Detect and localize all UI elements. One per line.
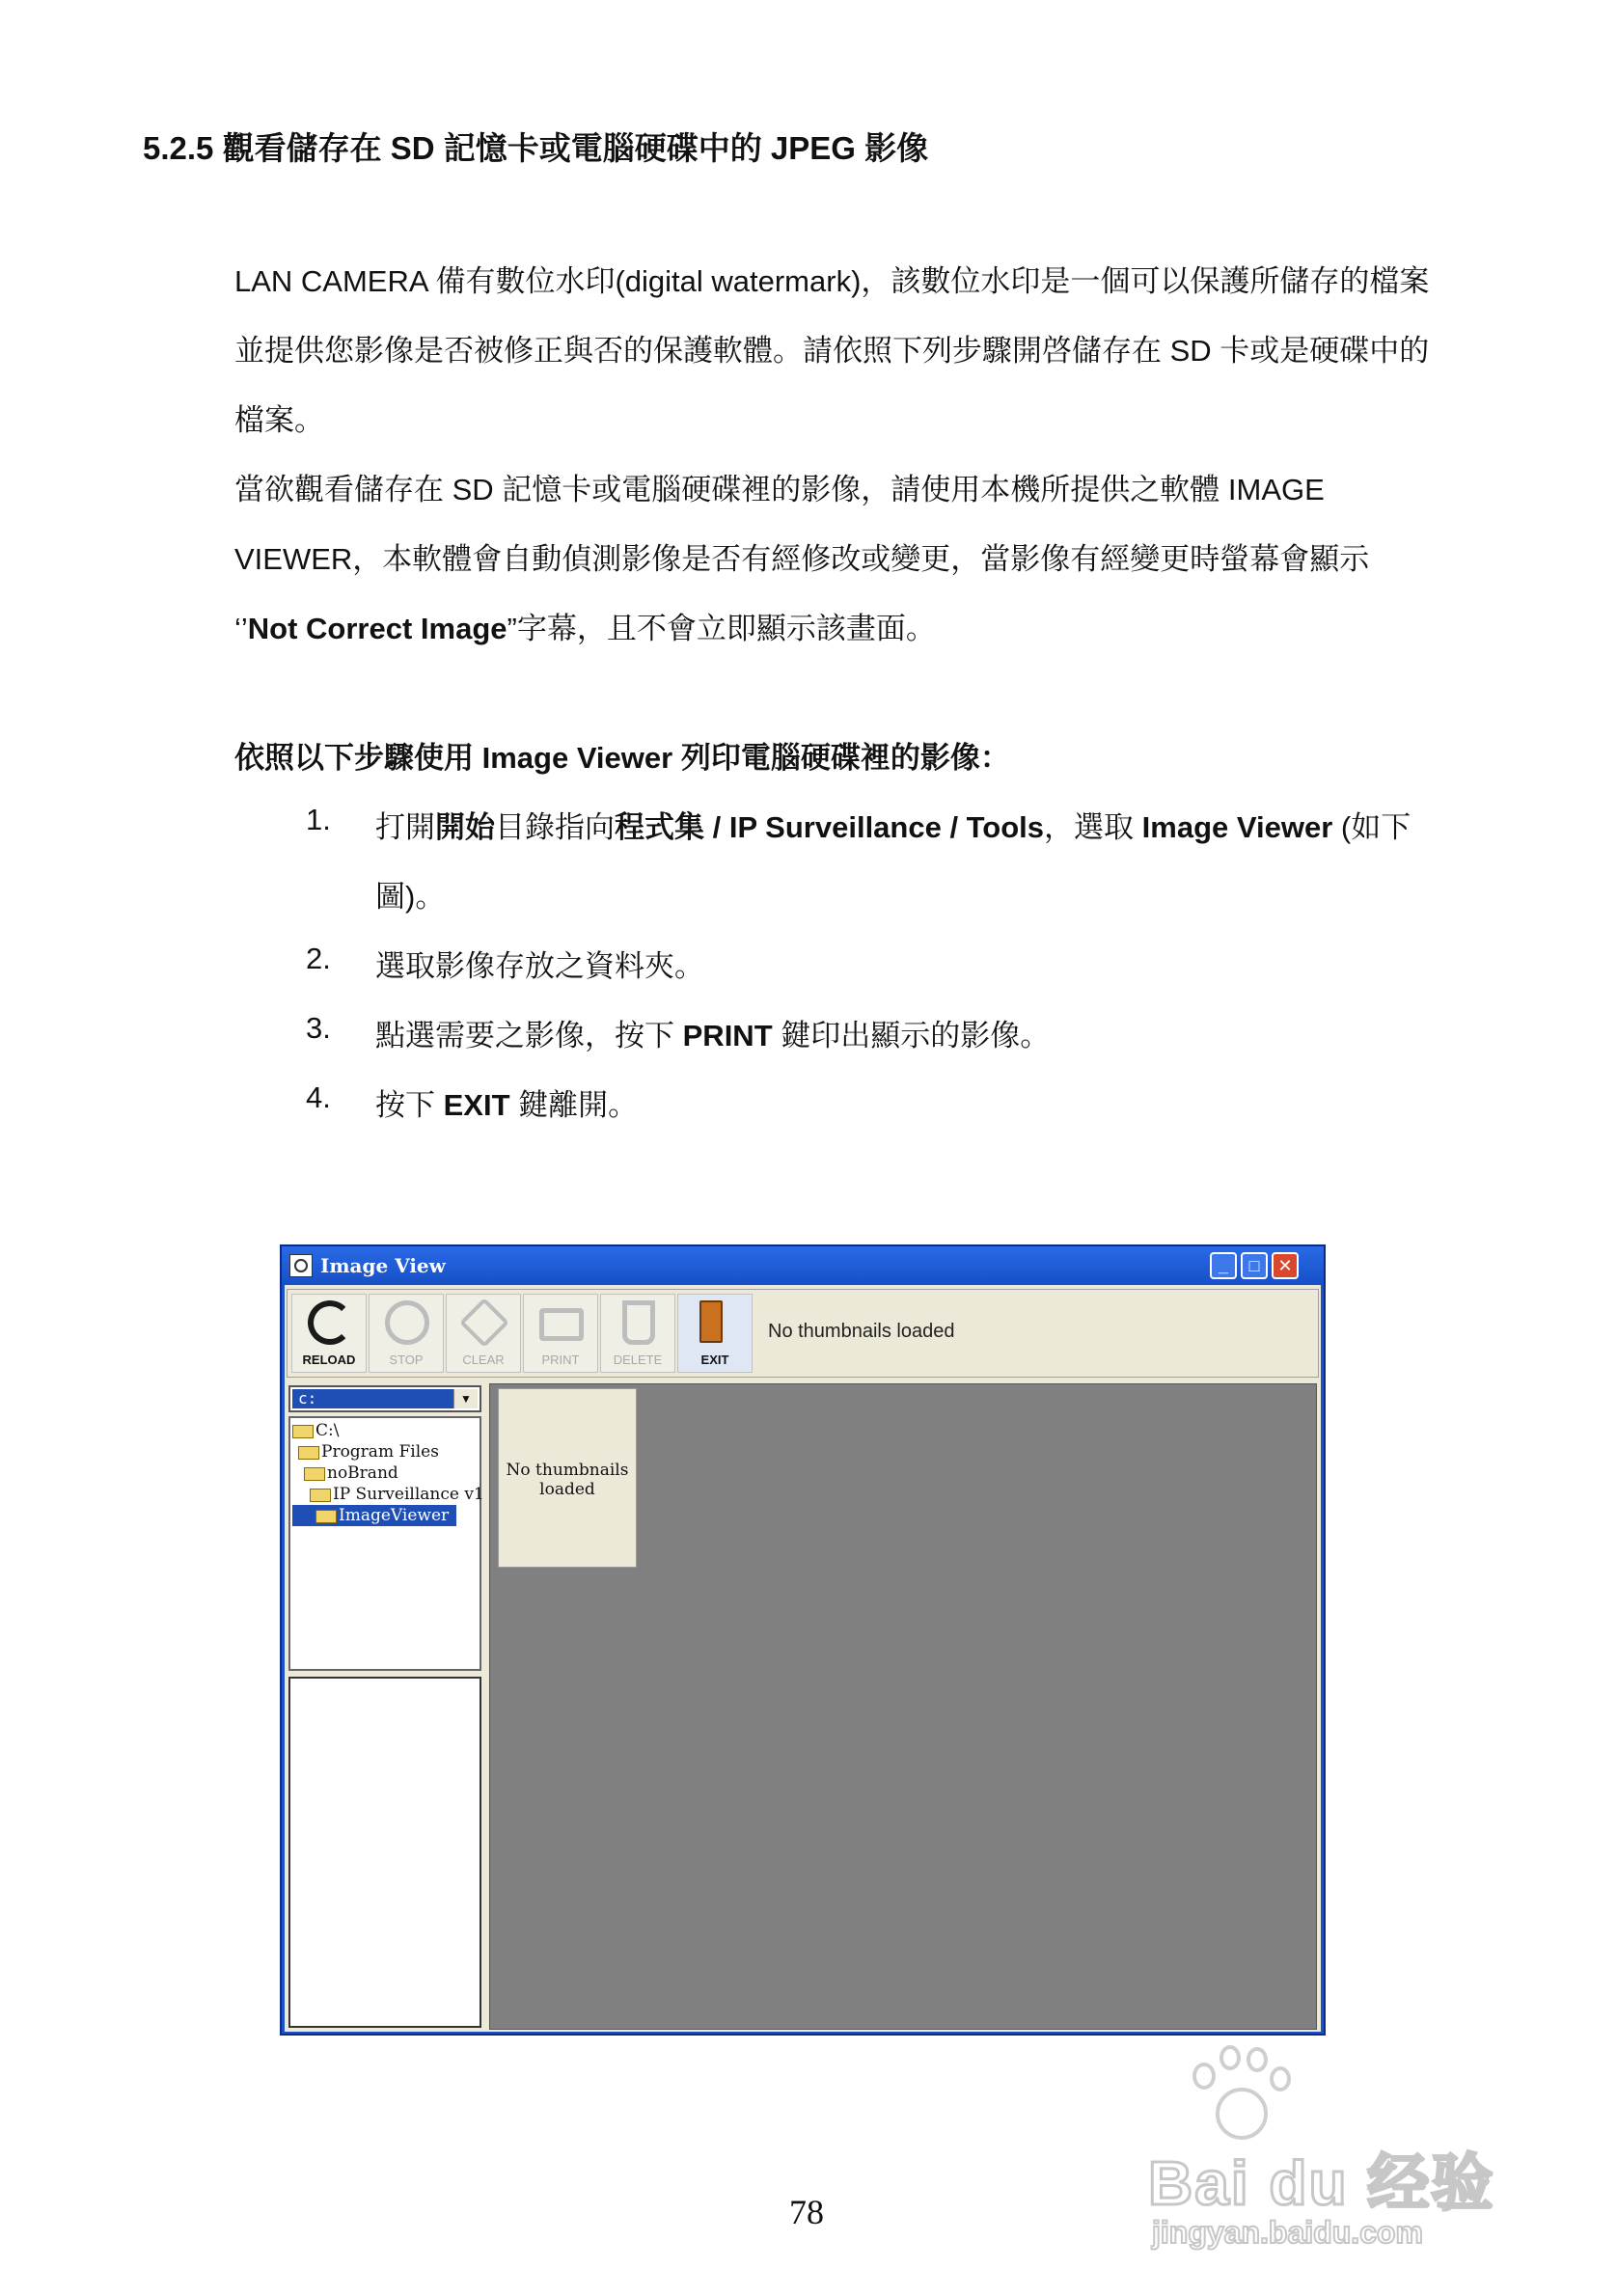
steps-title: 依照以下步驟使用 Image Viewer 列印電腦硬碟裡的影像： bbox=[234, 741, 1010, 775]
viewer-paragraph bbox=[234, 455, 1440, 664]
step-bold-part: 開始 bbox=[435, 810, 495, 844]
step-bold-part: Image Viewer bbox=[1141, 810, 1333, 844]
thumbnail-area[interactable] bbox=[489, 1383, 1317, 2030]
trash-icon bbox=[622, 1300, 655, 1345]
step-text-part: 按下 bbox=[375, 1088, 444, 1122]
clear-label: CLEAR bbox=[462, 1353, 505, 1367]
viewer-paragraph-tail: ”字幕，且不會立即顯示該畫面。 bbox=[507, 612, 936, 645]
print-button[interactable] bbox=[523, 1294, 598, 1373]
step-text-part: 鍵離開。 bbox=[509, 1088, 639, 1122]
tree-item-label: C:\ bbox=[315, 1421, 340, 1440]
reload-button[interactable] bbox=[291, 1294, 367, 1373]
folder-icon bbox=[298, 1446, 319, 1460]
step-number: 1. bbox=[306, 803, 331, 836]
step-bold-part: 程式集 / IP Surveillance / Tools bbox=[615, 810, 1045, 844]
preview-pane bbox=[288, 1677, 481, 2028]
clear-icon bbox=[459, 1298, 509, 1348]
page-number: 78 bbox=[789, 2193, 824, 2231]
folder-tree bbox=[288, 1416, 484, 1671]
close-button[interactable]: ✕ bbox=[1272, 1252, 1299, 1279]
drive-select[interactable] bbox=[288, 1385, 481, 1412]
tree-item-selected[interactable] bbox=[292, 1505, 456, 1526]
drive-value: c: bbox=[292, 1389, 456, 1408]
exit-button[interactable] bbox=[677, 1294, 753, 1373]
delete-button[interactable] bbox=[600, 1294, 675, 1373]
maximize-button[interactable]: □ bbox=[1241, 1252, 1268, 1279]
stop-button[interactable] bbox=[369, 1294, 444, 1373]
tree-item-label: Program Files bbox=[321, 1442, 439, 1462]
tree-item[interactable] bbox=[298, 1441, 439, 1462]
tree-item[interactable] bbox=[310, 1484, 484, 1505]
reload-label: RELOAD bbox=[302, 1353, 356, 1367]
section-heading: 5.2.5 觀看儲存在 SD 記憶卡或電腦硬碟中的 JPEG 影像 bbox=[143, 130, 929, 166]
reload-icon bbox=[308, 1300, 352, 1345]
tree-item-label: ImageViewer bbox=[339, 1506, 450, 1525]
step-bold-part: EXIT bbox=[443, 1088, 510, 1122]
minimize-button[interactable]: _ bbox=[1210, 1252, 1237, 1279]
folder-icon bbox=[315, 1510, 337, 1523]
folder-icon bbox=[310, 1489, 331, 1502]
intro-paragraph: LAN CAMERA 備有數位水印(digital watermark)，該數位水印是一個可以保護所儲存的檔案並提供您影像是否被修正與否的保護軟體。請依照下列步驟開啓儲存在 SD 卡或是硬碟中的檔案。 bbox=[234, 264, 1430, 437]
thumbnail-placeholder-text: No thumbnails loaded bbox=[506, 1461, 629, 1499]
not-correct-image-text: Not Correct Image bbox=[247, 612, 507, 645]
delete-label: DELETE bbox=[613, 1353, 663, 1367]
tree-item[interactable] bbox=[304, 1462, 398, 1484]
step-text bbox=[375, 803, 1411, 846]
step-number: 3. bbox=[306, 1011, 331, 1045]
window-client-area bbox=[285, 1285, 1321, 2032]
step-text-part: 目錄指向 bbox=[495, 810, 615, 844]
step-bold-part: PRINT bbox=[682, 1019, 773, 1052]
watermark-url: jingyan.baidu.com bbox=[1152, 2215, 1423, 2250]
app-icon bbox=[289, 1254, 313, 1277]
step-text-part: 打開 bbox=[375, 810, 435, 844]
window-titlebar[interactable] bbox=[282, 1246, 1324, 1285]
tree-item[interactable] bbox=[292, 1420, 339, 1441]
step-text bbox=[375, 1011, 1050, 1054]
chevron-down-icon[interactable]: ▼ bbox=[453, 1389, 478, 1408]
toolbar bbox=[287, 1289, 1319, 1378]
stop-label: STOP bbox=[389, 1353, 424, 1367]
clear-button[interactable] bbox=[446, 1294, 521, 1373]
printer-icon bbox=[539, 1308, 584, 1341]
stop-icon bbox=[385, 1300, 429, 1345]
folder-icon bbox=[292, 1425, 314, 1438]
step-text-part: (如下 bbox=[1332, 810, 1411, 844]
exit-door-icon bbox=[699, 1300, 723, 1343]
exit-label: EXIT bbox=[700, 1353, 729, 1367]
step-text-part: 點選需要之影像，按下 bbox=[375, 1019, 683, 1052]
window-title: Image View bbox=[320, 1254, 446, 1277]
thumbnail-placeholder[interactable] bbox=[498, 1388, 637, 1568]
step-1-continued: 圖)。 bbox=[375, 880, 446, 914]
step-text bbox=[375, 1080, 638, 1124]
folder-icon bbox=[304, 1467, 325, 1481]
step-number: 4. bbox=[306, 1080, 331, 1114]
step-text-part: 鍵印出顯示的影像。 bbox=[772, 1019, 1051, 1052]
step-text: 選取影像存放之資料夾。 bbox=[375, 949, 704, 983]
baidu-watermark bbox=[1148, 2045, 1534, 2248]
viewer-paragraph-text: 當欲觀看儲存在 SD 記憶卡或電腦硬碟裡的影像，請使用本機所提供之軟體 IMAGE VIEWER，本軟體會自動偵測影像是否有經修改或變更，當影像有經變更時螢幕會顯示 ‘’ bbox=[234, 473, 1370, 645]
tree-item-label: noBrand bbox=[327, 1463, 398, 1483]
print-label: PRINT bbox=[541, 1353, 580, 1367]
step-number: 2. bbox=[306, 942, 331, 975]
watermark-brand: Bai du 经验 bbox=[1148, 2148, 1495, 2218]
step-text-part: ，選取 bbox=[1044, 810, 1142, 844]
image-view-window bbox=[280, 1244, 1326, 2036]
tree-item-label: IP Surveillance v1 bbox=[333, 1485, 484, 1504]
status-text: No thumbnails loaded bbox=[768, 1321, 955, 1342]
